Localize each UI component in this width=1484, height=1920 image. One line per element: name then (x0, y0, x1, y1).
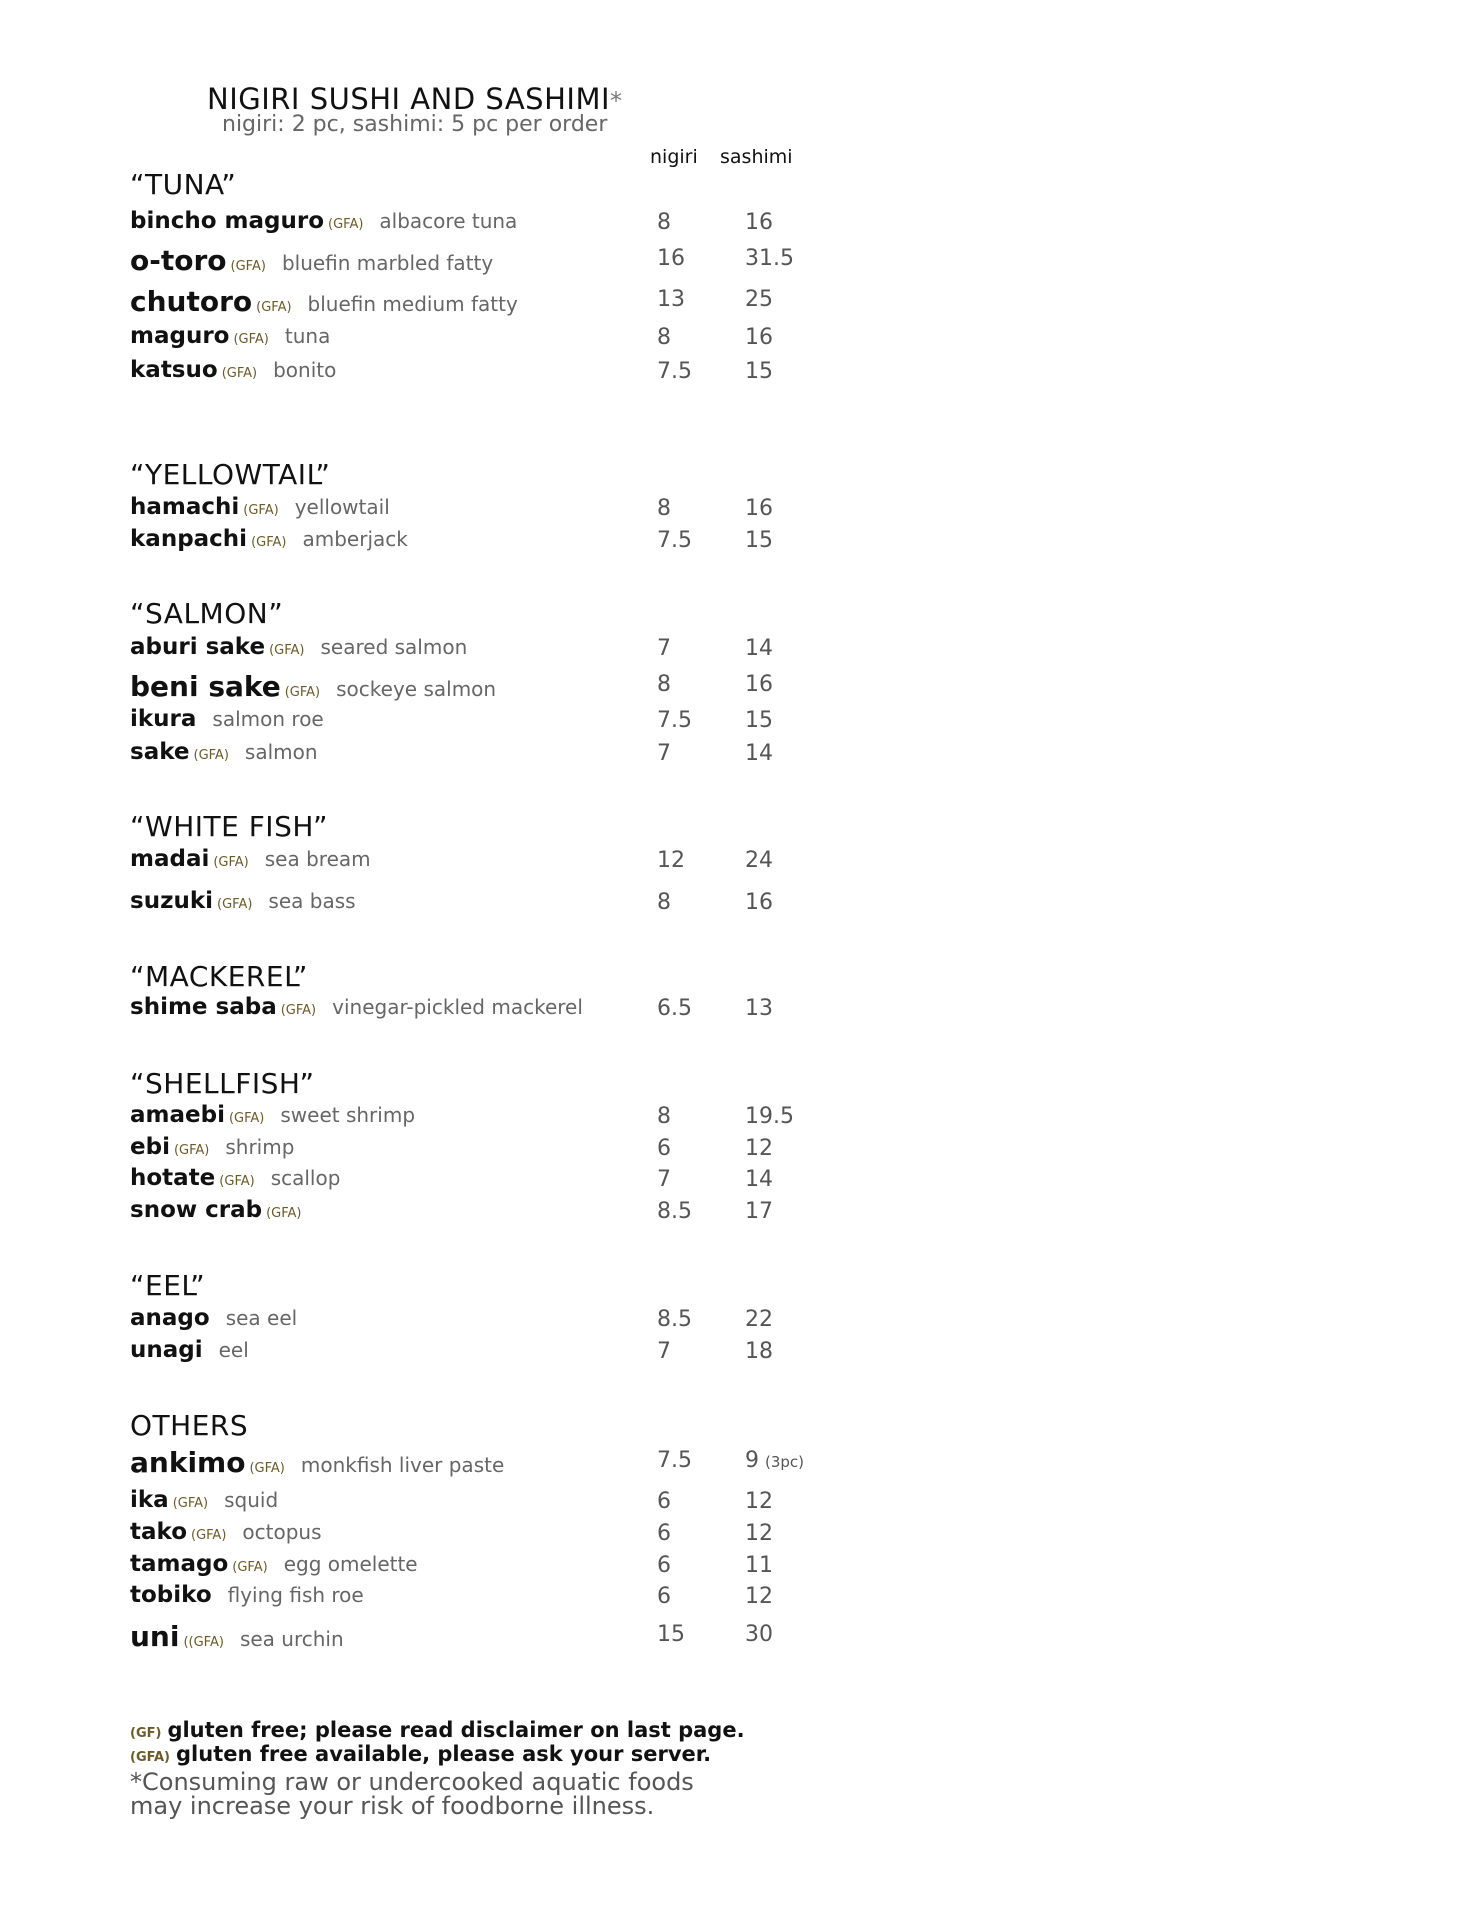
item-name: maguro (130, 323, 230, 349)
gfa-badge: (GFA) (172, 1496, 209, 1511)
nigiri-price: 8 (657, 1104, 671, 1129)
nigiri-price: 6.5 (657, 996, 692, 1021)
nigiri-price: 7 (657, 741, 671, 766)
menu-item (130, 1519, 322, 1545)
section-heading: “EEL” (130, 1269, 206, 1302)
sashimi-price: 12 (745, 1584, 773, 1609)
sashimi-price-cell (745, 890, 773, 915)
nigiri-price: 6 (657, 1136, 671, 1161)
sashimi-price: 12 (745, 1489, 773, 1514)
section-heading: “MACKEREL” (130, 960, 308, 993)
item-name: o-toro (130, 244, 227, 277)
item-name: uni (130, 1620, 180, 1653)
sashimi-price: 16 (745, 496, 773, 521)
item-description: yellowtail (294, 495, 390, 519)
item-description: salmon roe (212, 707, 324, 731)
gfa-badge: (GFA) (280, 1003, 317, 1018)
raw-food-warning (130, 1770, 694, 1818)
column-header-nigiri: nigiri (650, 146, 698, 168)
sashimi-price-cell (745, 1584, 773, 1609)
sashimi-price-cell (745, 848, 773, 873)
gf-text: gluten free; please read disclaimer on last page. (167, 1718, 745, 1742)
title-asterisk: * (610, 87, 623, 115)
item-name: tamago (130, 1551, 229, 1577)
item-name: aburi sake (130, 634, 266, 660)
sashimi-price: 19.5 (745, 1104, 794, 1129)
page-subtitle: nigiri: 2 pc, sashimi: 5 pc per order (222, 112, 608, 137)
gfa-badge: (GFA) (228, 1111, 265, 1126)
page-title (207, 82, 623, 116)
sashimi-price: 30 (745, 1622, 773, 1647)
sashimi-price-cell (745, 636, 773, 661)
item-name: kanpachi (130, 526, 248, 552)
menu-item (130, 1134, 294, 1160)
sashimi-price-cell (745, 741, 773, 766)
sashimi-price: 16 (745, 210, 773, 235)
nigiri-price: 8 (657, 890, 671, 915)
nigiri-price: 7 (657, 636, 671, 661)
menu-item (130, 244, 493, 277)
nigiri-price: 8 (657, 210, 671, 235)
section-heading: “YELLOWTAIL” (130, 458, 331, 491)
nigiri-price: 13 (657, 287, 685, 312)
nigiri-price: 8 (657, 496, 671, 521)
gfa-badge: (GFA) (251, 535, 287, 550)
item-description: bluefin medium fatty (307, 292, 518, 316)
item-description: egg omelette (283, 1552, 418, 1576)
gfa-badge: (GFA) (232, 1560, 268, 1575)
gfa-badge: (GFA) (221, 366, 258, 381)
sashimi-price-cell (745, 1104, 794, 1129)
title-text: NIGIRI SUSHI AND SASHIMI (207, 82, 611, 116)
menu-item (130, 494, 390, 520)
item-name: madai (130, 846, 210, 872)
item-description: scallop (270, 1166, 341, 1190)
menu-item (130, 670, 496, 703)
item-name: anago (130, 1305, 210, 1331)
nigiri-price: 7.5 (657, 359, 692, 384)
section-heading: “TUNA” (130, 168, 237, 201)
nigiri-price: 6 (657, 1521, 671, 1546)
sashimi-price-cell (745, 1448, 804, 1473)
sashimi-price: 16 (745, 325, 773, 350)
nigiri-price: 12 (657, 848, 685, 873)
item-description: squid (224, 1488, 279, 1512)
sashimi-price: 15 (745, 708, 773, 733)
menu-item (130, 1165, 340, 1191)
warning-line-1: *Consuming raw or undercooked aquatic foods (130, 1768, 694, 1796)
menu-item (130, 1551, 418, 1577)
item-name: sake (130, 739, 190, 765)
sashimi-price-cell (745, 1622, 773, 1647)
sashimi-price: 31.5 (745, 246, 794, 271)
sashimi-price: 12 (745, 1136, 773, 1161)
gfa-badge: (GFA) (217, 897, 253, 912)
item-description: bonito (273, 358, 337, 382)
nigiri-price: 7 (657, 1167, 671, 1192)
sashimi-price-cell (745, 1553, 773, 1578)
nigiri-price: 8 (657, 672, 671, 697)
item-description: amberjack (302, 527, 408, 551)
item-description: bluefin marbled fatty (281, 251, 494, 275)
nigiri-price: 6 (657, 1553, 671, 1578)
sashimi-price-cell (745, 1339, 773, 1364)
item-description: monkfish liver paste (300, 1453, 505, 1477)
gfa-badge: (GFA) (256, 300, 292, 315)
menu-item (130, 846, 371, 872)
footnote-gf (130, 1718, 745, 1742)
item-description: eel (218, 1338, 249, 1362)
nigiri-price: 6 (657, 1489, 671, 1514)
sashimi-price-cell (745, 1489, 773, 1514)
item-name: amaebi (130, 1102, 225, 1128)
menu-item (130, 357, 336, 383)
sashimi-price: 14 (745, 1167, 773, 1192)
nigiri-price: 16 (657, 246, 685, 271)
sashimi-price-cell (745, 325, 773, 350)
nigiri-price: 8.5 (657, 1307, 692, 1332)
sashimi-price-cell (745, 496, 773, 521)
sashimi-price-cell (745, 1307, 773, 1332)
footnote-gfa (130, 1742, 711, 1766)
nigiri-price: 15 (657, 1622, 685, 1647)
menu-item (130, 994, 583, 1020)
item-name: shime saba (130, 994, 277, 1020)
item-description: shrimp (225, 1135, 295, 1159)
item-name: hamachi (130, 494, 240, 520)
nigiri-price: 8 (657, 325, 671, 350)
section-heading: “WHITE FISH” (130, 810, 329, 843)
sashimi-price-cell (745, 210, 773, 235)
sashimi-price: 13 (745, 996, 773, 1021)
nigiri-price: 7.5 (657, 1448, 692, 1473)
menu-item (130, 208, 517, 234)
gfa-badge: (GFA) (266, 1206, 302, 1221)
item-description: vinegar-pickled mackerel (332, 995, 583, 1019)
item-name: ebi (130, 1134, 170, 1160)
item-description: sea urchin (239, 1627, 344, 1651)
item-name: hotate (130, 1165, 216, 1191)
sashimi-price-cell (745, 1199, 773, 1224)
nigiri-price: 7.5 (657, 528, 692, 553)
item-name: ikura (130, 706, 197, 732)
section-heading: “SHELLFISH” (130, 1067, 315, 1100)
item-description: salmon (244, 740, 318, 764)
gf-tag: (GF) (130, 1726, 162, 1741)
item-name: bincho maguro (130, 208, 325, 234)
nigiri-price: 8.5 (657, 1199, 692, 1224)
gfa-badge: (GFA) (269, 643, 305, 658)
gfa-badge: (GFA) (328, 217, 364, 232)
sashimi-price: 14 (745, 741, 773, 766)
sashimi-price-cell (745, 996, 773, 1021)
sashimi-price: 15 (745, 359, 773, 384)
sashimi-price-cell (745, 672, 773, 697)
menu-item (130, 1337, 249, 1363)
sashimi-price: 25 (745, 287, 773, 312)
gfa-badge: ((GFA) (183, 1635, 224, 1650)
item-name: suzuki (130, 888, 214, 914)
menu-item (130, 1197, 302, 1223)
sashimi-price: 14 (745, 636, 773, 661)
sashimi-price: 18 (745, 1339, 773, 1364)
sashimi-price-cell (745, 1521, 773, 1546)
sashimi-price-cell (745, 708, 773, 733)
gfa-text: gluten free available, please ask your server. (176, 1742, 712, 1766)
gfa-badge: (GFA) (284, 685, 321, 700)
gfa-badge: (GFA) (249, 1461, 285, 1476)
menu-item (130, 706, 324, 732)
menu-item (130, 634, 467, 660)
gfa-badge: (GFA) (219, 1174, 255, 1189)
gfa-badge: (GFA) (230, 259, 266, 274)
gfa-badge: (GFA) (193, 748, 229, 763)
nigiri-price: 7.5 (657, 708, 692, 733)
section-heading: OTHERS (130, 1409, 249, 1442)
item-name: katsuo (130, 357, 218, 383)
warning-line-2: may increase your risk of foodborne illness. (130, 1792, 655, 1820)
menu-item (130, 1620, 344, 1653)
gfa-badge: (GFA) (233, 332, 269, 347)
item-description: seared salmon (320, 635, 468, 659)
sashimi-price: 9 (745, 1448, 759, 1473)
sashimi-price-cell (745, 287, 773, 312)
sashimi-price-cell (745, 246, 794, 271)
gfa-badge: (GFA) (173, 1143, 210, 1158)
sashimi-price: 24 (745, 848, 773, 873)
sashimi-price-cell (745, 528, 773, 553)
item-name: tako (130, 1519, 187, 1545)
sashimi-price: 16 (745, 672, 773, 697)
column-header-sashimi: sashimi (720, 146, 793, 168)
item-description: sweet shrimp (280, 1103, 416, 1127)
sashimi-price: 17 (745, 1199, 773, 1224)
menu-item (130, 739, 318, 765)
gfa-badge: (GFA) (191, 1528, 227, 1543)
gfa-badge: (GFA) (243, 503, 279, 518)
item-description: albacore tuna (379, 209, 518, 233)
menu-item (130, 1582, 364, 1608)
item-description: tuna (284, 324, 331, 348)
menu-item (130, 888, 356, 914)
item-name: ika (130, 1487, 169, 1513)
item-name: tobiko (130, 1582, 212, 1608)
gfa-tag: (GFA) (130, 1750, 171, 1765)
sashimi-price-cell (745, 359, 773, 384)
section-heading: “SALMON” (130, 597, 284, 630)
sashimi-price: 11 (745, 1553, 773, 1578)
item-description: flying fish roe (227, 1583, 364, 1607)
item-description: octopus (242, 1520, 322, 1544)
nigiri-price: 6 (657, 1584, 671, 1609)
sashimi-price: 15 (745, 528, 773, 553)
sashimi-price: 16 (745, 890, 773, 915)
menu-item (130, 1487, 278, 1513)
item-description: sea bream (264, 847, 371, 871)
sashimi-price-cell (745, 1136, 773, 1161)
gfa-badge: (GFA) (213, 855, 249, 870)
menu-item (130, 526, 408, 552)
menu-item (130, 285, 518, 318)
nigiri-price: 7 (657, 1339, 671, 1364)
sashimi-price: 12 (745, 1521, 773, 1546)
item-name: chutoro (130, 285, 253, 318)
sashimi-price: 22 (745, 1307, 773, 1332)
menu-item (130, 1102, 415, 1128)
sashimi-note: (3pc) (765, 1453, 805, 1471)
menu-item (130, 323, 330, 349)
item-name: beni sake (130, 670, 281, 703)
item-name: unagi (130, 1337, 203, 1363)
item-description: sea eel (225, 1306, 298, 1330)
item-description: sea bass (268, 889, 356, 913)
sashimi-price-cell (745, 1167, 773, 1192)
menu-item (130, 1446, 504, 1479)
menu-item (130, 1305, 297, 1331)
item-description: sockeye salmon (336, 677, 497, 701)
item-name: ankimo (130, 1446, 246, 1479)
item-name: snow crab (130, 1197, 263, 1223)
